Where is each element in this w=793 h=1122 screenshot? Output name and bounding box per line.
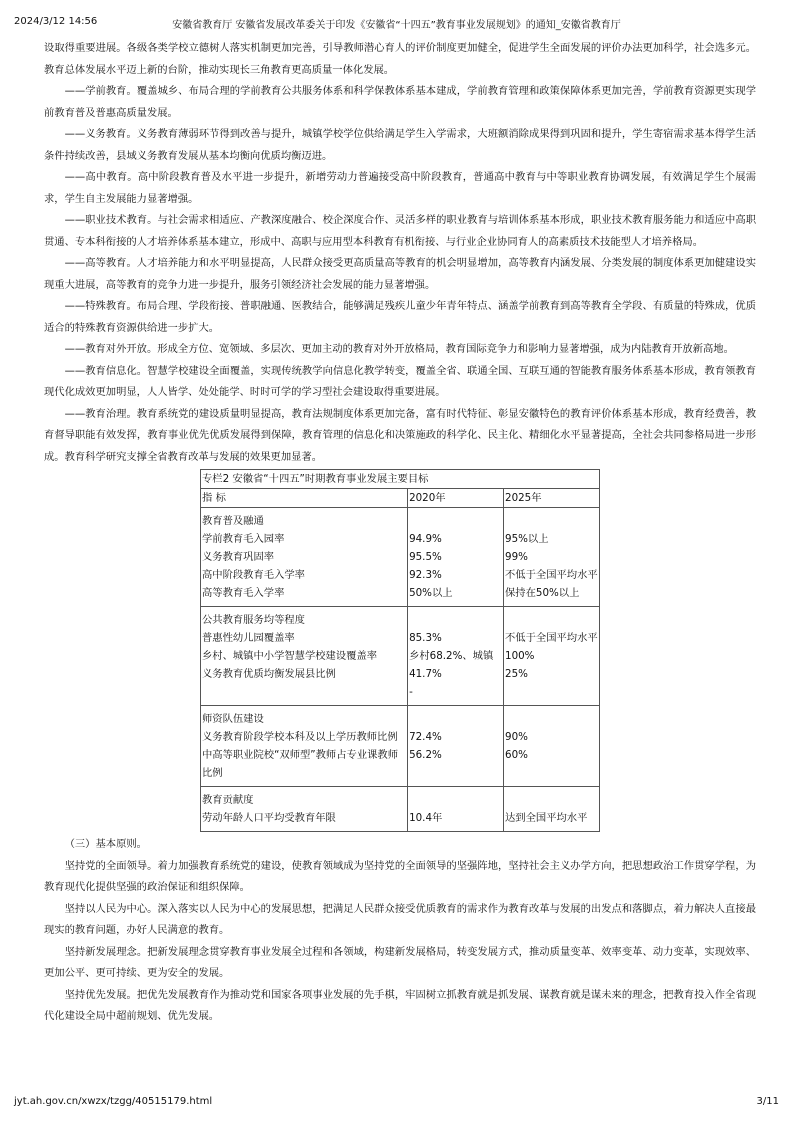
indicator-cell [201,607,408,706]
indicator-cell [201,508,408,607]
value-2020: 92.3% [409,569,442,581]
print-page-title: 安徽省教育厅 安徽省发展改革委关于印发《安徽省“十四五”教育事业发展规划》的通知_安徽省教育厅 [172,20,621,31]
section-title: 教育贡献度 [202,794,254,806]
table-header-2025: 2025年 [504,489,600,508]
table-row [201,607,600,706]
indicator-name: 高中阶段教育毛入学率 [202,569,305,581]
value-2025: 90% [505,731,528,743]
spacer [505,791,598,809]
value-2025: 保持在50%以上 [505,587,580,599]
paragraph: ——高等教育。人才培养能力和水平明显提高，人民群众接受更高质量高等教育的机会明显增加，高等教育内涵发展、分类发展的制度体系更加健建设实现重大进展，高等教育的竞争力进一步提升，服务引领经济社会发展的能力显著增强。 [44,257,756,291]
indicator-name: 中高等职业院校“双师型”教师占专业课教师比例 [202,749,399,779]
table-row [201,706,600,787]
value-2020: - [409,686,413,698]
bottom-paragraphs [44,834,756,1028]
paragraph: 坚持新发展理念。把新发展理念贯穿教育事业发展全过程和各领域，构建新发展格局，转变发展方式，推动质量变革、效率变革、动力变革，实现效率、更加公平、更可持续、更为安全的发展。 [44,945,756,979]
top-paragraphs [44,38,756,468]
value-2020: 乡村68.2%、城镇41.7% [409,650,494,680]
spacer [409,791,502,809]
paragraph: ——特殊教育。布局合理、学段衔接、普职融通、医教结合，能够满足残疾儿童少年青年特点、涵盖学前教育到高等教育全学段、有质量的特殊成，优质适合的特殊教育资源供给进一步扩大。 [44,300,756,334]
indicator-cell [201,706,408,787]
value-2020: 10.4年 [409,812,443,824]
paragraph: ——高中教育。高中阶段教育普及水平进一步提升，新增劳动力普遍接受高中阶段教育，普通高中教育与中等职业教育协调发展，有效满足学生个展需求，学生自主发展能力显著增强。 [44,171,756,205]
section-title: 教育普及融通 [202,515,264,527]
indicator-name: 义务教育阶段学校本科及以上学历教师比例 [202,731,398,743]
value-2025: 100% [505,650,535,662]
spacer [409,611,502,629]
table-body [201,508,600,832]
indicator-cell [201,787,408,832]
paragraph: ——教育信息化。智慧学校建设全面覆盖，实现传统教学向信息化教学转变，覆盖全省、联通全国、互联互通的智能教育服务体系基本形成，教育领教育现代化成效更加明显，人人皆学、处处能学、时时可学的学习型社会建设取得重要进展。 [44,364,756,398]
table-row [201,787,600,832]
paragraph: 坚持党的全面领导。着力加强教育系统党的建设，使教育领域成为坚持党的全面领导的坚强阵地，坚持社会主义办学方向，把思想政治工作贯穿学程，为教育现代化提供坚强的政治保证和组织保障。 [44,859,756,893]
value-2025-cell [504,508,600,607]
paragraph: ——职业技术教育。与社会需求相适应、产教深度融合、校企深度合作、灵活多样的职业教育与培训体系基本形成，职业技术教育服务能力和适应中高职贯通、专本科衔接的人才培养体系基本建立，形成中、高职与应用型本科教育有机衔接、与行业企业协同育人的高素质技术技能型人才培养格局。 [44,214,756,248]
value-2020-cell [408,607,504,706]
indicator-name: 义务教育优质均衡发展县比例 [202,668,336,680]
spacer [505,611,598,629]
paragraph: ——义务教育。义务教育薄弱环节得到改善与提升，城镇学校学位供给满足学生入学需求，大班额消除成果得到巩固和提升，学生寄宿需求基本得学生活条件持续改善，县域义务教育发展从基本均衡向优质均衡迈进。 [44,128,756,162]
paragraph: 坚持以人民为中心。深入落实以人民为中心的发展思想，把满足人民群众接受优质教育的需求作为教育改革与发展的出发点和落脚点，着力解决人直接最现实的教育问题，办好人民满意的教育。 [44,902,756,936]
table-row [201,508,600,607]
indicator-name: 乡村、城镇中小学智慧学校建设覆盖率 [202,650,378,662]
paragraph: ——教育对外开放。形成全方位、宽领域、多层次、更加主动的教育对外开放格局，教育国际竞争力和影响力显著增强，成为内陆教育开放新高地。 [64,343,734,355]
value-2025: 不低于全国平均水平 [505,569,598,581]
indicator-name: 学前教育毛入园率 [202,533,285,545]
paragraph: ——学前教育。覆盖城乡、布局合理的学前教育公共服务体系和科学保教体系基本建成，学前教育管理和政策保障体系更加完善，学前教育资源更实现学前教育普及普惠高质量发展。 [44,85,756,119]
value-2020: 72.4% [409,731,442,743]
value-2020: 56.2% [409,749,442,761]
value-2025: 95%以上 [505,533,549,545]
paragraph: 坚持优先发展。把优先发展教育作为推动党和国家各项事业发展的先手棋，牢固树立抓教育就是抓发展、谋教育就是谋未来的理念，把教育投入作全省现代化建设全局中超前规划、优先发展。 [44,988,756,1022]
spacer [409,512,502,530]
print-footer [14,1096,779,1110]
value-2025: 60% [505,749,528,761]
value-2020-cell [408,508,504,607]
paragraph: ——教育治理。教育系统党的建设质量明显提高，教育法规制度体系更加完备，富有时代特征、彰显安徽特色的教育评价体系基本形成，教育经费善，教育督导职能有效发挥，教育事业优先优质发展得到保障，教育管理的信息化和决策施政的科学化、民主化、精细化水平显著提高，全社会共同参格局进一步形成。教育科学研究支撑全省教育改革与发展的效果更加显著。 [44,407,756,463]
value-2020: 94.9% [409,533,442,545]
indicator-name: 普惠性幼儿园覆盖率 [202,632,295,644]
page-number: 3/11 [756,1096,779,1107]
print-header [14,16,779,30]
section-title: 公共教育服务均等程度 [202,614,305,626]
indicator-name: 义务教育巩固率 [202,551,275,563]
spacer [409,710,502,728]
value-2025: 99% [505,551,528,563]
print-datetime: 2024/3/12 14:56 [14,16,98,27]
table-caption: 专栏2 安徽省“十四五”时期教育事业发展主要目标 [201,470,600,489]
page-url: jyt.ah.gov.cn/xwzx/tzgg/40515179.html [14,1096,213,1107]
indicator-name: 劳动年龄人口平均受教育年限 [202,812,336,824]
value-2025-cell [504,706,600,787]
value-2025: 25% [505,668,528,680]
value-2025: 不低于全国平均水平 [505,632,598,644]
indicator-name: 高等教育毛入学率 [202,587,285,599]
value-2020: 85.3% [409,632,442,644]
table-header-2020: 2020年 [408,489,504,508]
targets-table [200,469,600,832]
spacer [505,710,598,728]
paragraph: （三）基本原则。 [64,838,147,850]
table-header-indicator: 指 标 [201,489,408,508]
value-2020: 50%以上 [409,587,453,599]
paragraph: 设取得重要进展。各级各类学校立德树人落实机制更加完善，引导教师潜心育人的评价制度更加健全，促进学生全面发展的评价办法更加科学，社会选多元。教育总体发展水平迈上新的台阶，推动实现长三角教育更高质量一体化发展。 [44,42,756,76]
value-2020-cell [408,706,504,787]
value-2020: 95.5% [409,551,442,563]
article-body [44,38,756,1028]
section-title: 师资队伍建设 [202,713,264,725]
value-2025-cell [504,607,600,706]
spacer [505,512,598,530]
value-2020-cell [408,787,504,832]
value-2025: 达到全国平均水平 [505,812,588,824]
value-2025-cell [504,787,600,832]
